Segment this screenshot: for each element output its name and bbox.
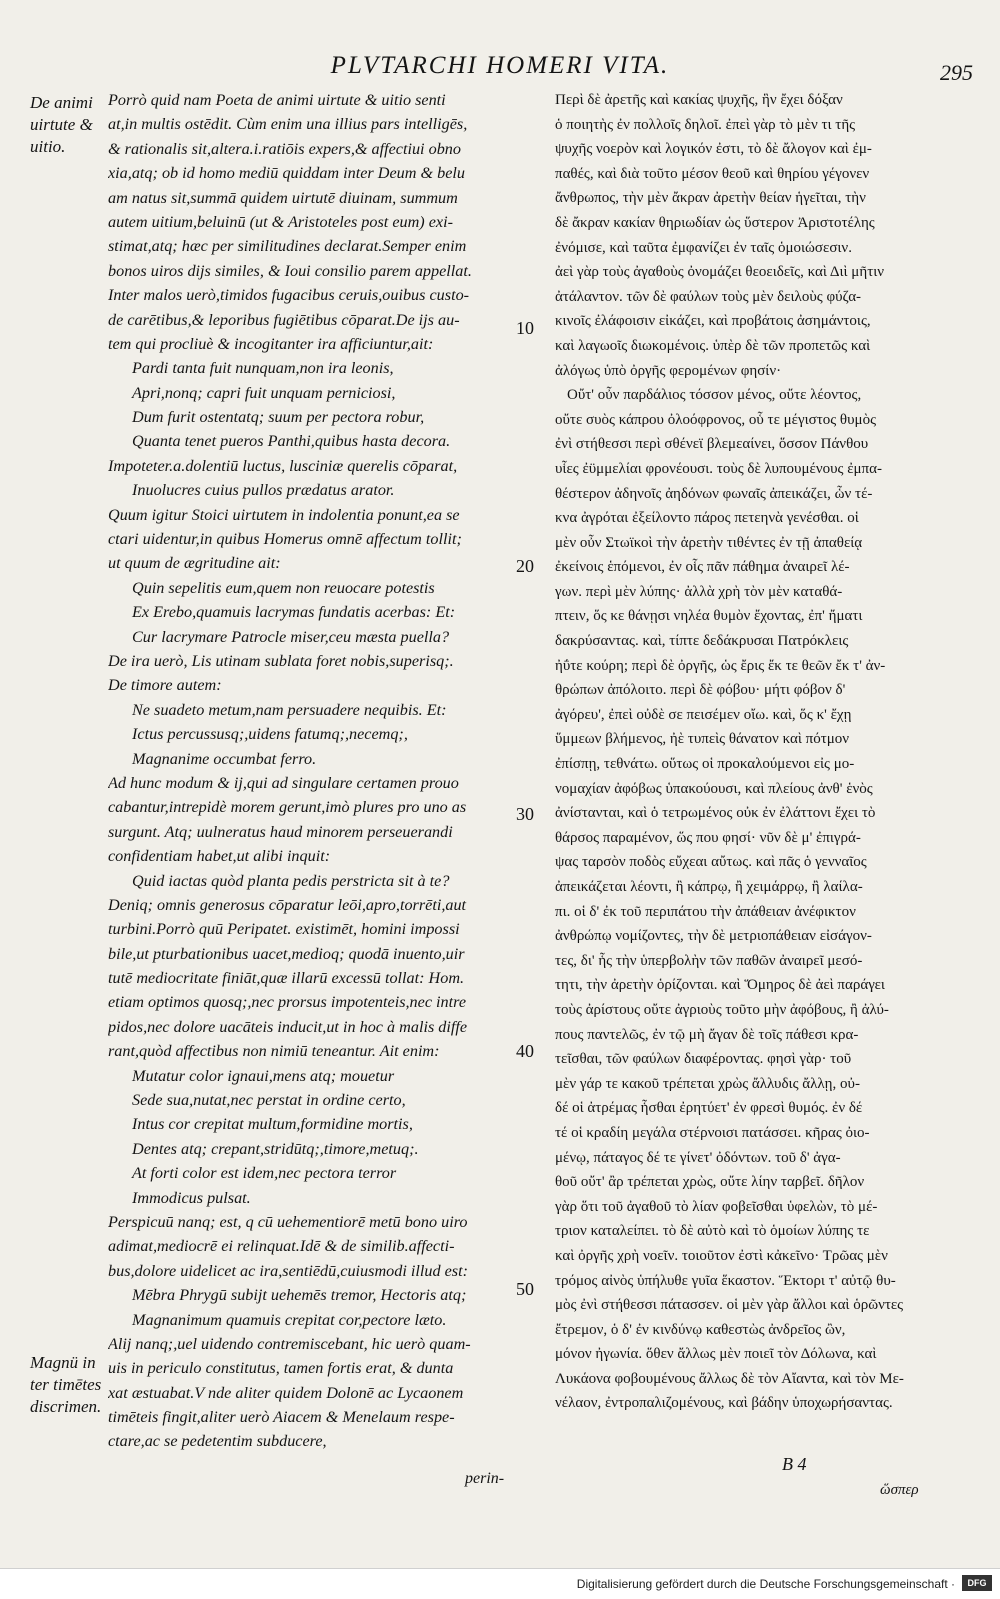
margin-note-line: De animi — [30, 93, 93, 112]
greek-text-line: ὕμμεων βλήμενος, ἠὲ τυπεὶς θάνατον καὶ πότμον — [555, 731, 850, 748]
latin-text-line: bonos uiros dijs similes, & Ioui consilio parem appellat. — [108, 261, 472, 280]
latin-text-line: Intus cor crepitat multum,formidine mortis, — [132, 1115, 413, 1134]
latin-text-line: ut quum de ægritudine ait: — [108, 554, 281, 573]
greek-text-line: κινοῖς ἐλάφοισιν εἰκάζει, καὶ προβάτοις ἀσημάντοις, — [555, 313, 871, 330]
greek-text-line: ἀγόρευ', ἐπεὶ οὐδὲ σε πεισέμεν οἴω. καὶ, ὅς κ' ἔχῃ — [555, 706, 852, 723]
greek-text-line: μένῳ, πάταγος δέ τε γίνετ' ὀδόντων. τοῦ δ' ἀγα- — [555, 1149, 841, 1166]
latin-text-line: pidos,nec dolore uacāteis inducit,ut in hoc à malis diffe — [108, 1017, 468, 1036]
greek-text-line: Οὔτ' οὖν παρδάλιος τόσσον μένος, οὔτε λέοντος, — [567, 387, 862, 404]
footer-bar — [0, 1568, 1000, 1599]
greek-text-line: δακρύσαντας. καὶ, τίπτε δεδάκρυσαι Πατρόκλεις — [555, 633, 849, 650]
latin-text-line: turbini.Porrò quū Peripatet. existimēt, homini impossi — [108, 920, 460, 939]
latin-text-line: uis in periculo constitutus, tamen fortis erat, & dunta — [108, 1359, 454, 1378]
latin-text-line: surgunt. Atq; uulneratus haud minorem perseuerandi — [108, 822, 453, 841]
latin-text-line: Ictus percussusq;,uidens fatumq;,necemq;, — [132, 725, 408, 744]
latin-text-line: Ad hunc modum & ij,qui ad singulare certamen prouo — [108, 773, 459, 792]
line-number: 40 — [516, 1041, 534, 1061]
greek-text-line: ἔτρεμον, ὁ δ' ἐν κινδύνῳ καθεστὼς ἀνδρεῖος ὢν, — [555, 1321, 846, 1338]
greek-text-line: Περὶ δὲ ἀρετῆς καὶ κακίας ψυχῆς, ἣν ἔχει δόξαν — [555, 92, 843, 108]
margin-note-line: uirtute & — [30, 115, 93, 134]
greek-text-line: ἐνόμισε, καὶ ταῦτα ἐμφανίζει ἐν ταῖς ὁμοιώσεσιν. — [555, 239, 852, 256]
greek-text-line: τρόμος αἰνὸς ὑπήλυθε γυῖα ἕκαστον. Ἕκτορι τ' αὐτῷ θυ- — [555, 1272, 896, 1289]
greek-text-line: γὰρ ὅτι τοῦ ἀγαθοῦ τὸ λίαν φοβεῖσθαι ὑφελὼν, τὸ μέ- — [555, 1198, 878, 1215]
greek-text-line: Λυκάονα φοβουμένους ἄλλως δὲ τὸν Αἴαντα, καὶ τὸν Με- — [555, 1370, 904, 1387]
greek-text-line: μὲν οὖν Στωϊκοὶ τὴν ἀρετὴν τιθέντες ἐν τῇ ἀπαθείᾳ — [555, 534, 863, 551]
margin-note-fear — [30, 1352, 105, 1418]
latin-text-line: Inuolucres cuius pullos prædatus arator. — [132, 481, 395, 500]
latin-text-line: tem qui procliuè & incogitanter ira afficiuntur,ait: — [108, 334, 434, 353]
latin-text-line: rant,quòd affectibus non nimiū teneantur. Ait enim: — [108, 1042, 440, 1061]
greek-text-line: δέ οἱ ἀτρέμας ἧσθαι ἐρητύετ' ἐν φρεσὶ θυμός. ἐν δέ — [555, 1100, 863, 1117]
greek-text-line: καὶ λαγωοῖς διωκομένοις. ὑπὲρ δὲ τῶν προπετῶς καὶ — [555, 337, 871, 354]
running-head: PLVTARCHI HOMERI VITA. — [330, 52, 670, 79]
greek-column — [555, 88, 950, 1416]
greek-text-line: ἐπίσπῃ, τεθνάτω. οὕτως οἱ προκαλούμενοι εἰς μο- — [555, 756, 855, 773]
margin-note-line: ter timētes — [30, 1375, 102, 1394]
dfg-logo: DFG — [962, 1575, 992, 1591]
latin-text-line: timēteis fingit,aliter uerò Aiacem & Menelaum respe- — [108, 1408, 455, 1427]
latin-text-line: Ne suadeto metum,nam persuadere nequibis. Et: — [132, 700, 447, 719]
latin-text-line: & rationalis sit,altera.i.ratiōis expers,& affectiui obno — [108, 139, 461, 158]
page-number: 295 — [940, 60, 973, 85]
greek-text-line: ἐκείνοις ἑπόμενοι, ἐν οἷς πᾶν πάθημα ἀναιρεῖ λέ- — [555, 559, 850, 576]
margin-note-line: Magnü in — [30, 1353, 96, 1372]
greek-text-line: νομαχίαν ἀφόβως ὑπακούουσι, καὶ πλείους ἀνθ' ἑνὸς — [555, 780, 873, 797]
latin-text-line: xat æstuabat.V nde aliter quidem Dolonē ac Lycaonem — [108, 1383, 464, 1402]
greek-text-line: παθές, καὶ διὰ τοῦτο μέσον θεοῦ καὶ θηρίου γέγονεν — [555, 165, 870, 182]
latin-text-line: Apri,nonq; capri fuit unquam perniciosi, — [132, 383, 396, 402]
latin-column — [108, 88, 510, 1454]
greek-text-line: θάρσος παραμένον, ὥς που φησί· νῦν δὲ μ' ἐπιγρά- — [555, 829, 861, 846]
greek-text-line: ἄνθρωπος, τὴν μὲν ἄκραν ἀρετὴν θείαν ἡγεῖται, τὴν — [555, 190, 866, 207]
greek-text-line: τες, δι' ἧς τὴν ὑπερβολὴν τῶν παθῶν ἀναιρεῖ μεσό- — [555, 952, 863, 969]
latin-text-line: Cur lacrymare Patrocle miser,ceu mæsta puella? — [132, 627, 450, 646]
latin-text-line: Magnanime occumbat ferro. — [132, 749, 317, 768]
latin-text-line: Quanta tenet pueros Panthi,quibus hasta decora. — [132, 432, 451, 451]
latin-text-line: Magnanimum quamuis crepitat cor,pectore læto. — [132, 1310, 447, 1329]
greek-text-line: πτειν, ὅς κε θάνῃσι νηλέα θυμὸν ἔχοντας, ἐπ' ἤματι — [555, 608, 863, 625]
greek-text-line: κνα ἀγρόται ἐξείλοντο πάρος πετεηνὰ γενέσθαι. οἱ — [555, 510, 859, 527]
greek-text-line: νέλαον, ἐντροπαλιζομένους, καὶ βάδην ὑποχωρήσαντας. — [555, 1395, 893, 1412]
latin-text-line: Impoteter.a.dolentiū luctus, lusciniæ querelis cōparat, — [108, 456, 458, 475]
latin-text-line: Sede sua,nutat,nec perstat in ordine certo, — [132, 1091, 406, 1110]
latin-text-line: Quid iactas quòd planta pedis perstricta sit à te? — [132, 871, 450, 890]
latin-text-line: Dum furit ostentatq; suum per pectora robur, — [132, 408, 425, 427]
greek-text-line: ἀλόγως ὑπὸ ὀργῆς φερομένων φησίν· — [555, 362, 782, 379]
greek-text-line: τεῖσθαι, τῶν φαύλων διαφέροντας. φησὶ γὰρ· τοῦ — [555, 1051, 852, 1068]
latin-text-line: stimat,atq; hæc per similitudines declarat.Semper enim — [108, 237, 467, 256]
greek-text-line: ἀνθρώπῳ νομίζοντες, τὴν δὲ μετριοπάθειαν εἰσάγον- — [555, 928, 872, 945]
catchword-latin: perin- — [465, 1470, 505, 1487]
greek-text-line: πι. οἱ δ' ἐκ τοῦ περιπάτου τὴν ἀπάθειαν ἀνέφικτον — [555, 903, 856, 920]
greek-text-line: ἠΰτε κούρη; περὶ δὲ ὀργῆς, ὡς ἔρις ἔκ τε θεῶν ἔκ τ' ἀν- — [555, 657, 886, 674]
latin-text-line: adimat,mediocrē ei relinquat.Idē & de similib.affecti- — [108, 1237, 455, 1256]
greek-text-line: τητι, τὴν ἀρετὴν ὁρίζονται. καὶ Ὅμηρος δὲ ἀεὶ παράγει — [555, 977, 885, 994]
greek-text-line: γων. περὶ μὲν λύπης· ἀλλὰ χρὴ τὸν μὲν καταθά- — [555, 583, 843, 600]
latin-text-line: Perspicuū nanq; est, q cū uehementiorē metū bono uiro — [108, 1212, 468, 1231]
greek-text-line: ἀπεικάζεται λέοντι, ἢ κάπρῳ, ἢ χειμάρρῳ, ἢ λαίλα- — [555, 879, 863, 895]
greek-text-line: ὁ ποιητὴς ἐν πολλοῖς δηλοῖ. ἐπεὶ γὰρ τὸ μὲν τι τῆς — [555, 116, 856, 133]
latin-text-line: Alij nanq;,uel uidendo contremiscebant, hic uerò quam- — [108, 1334, 471, 1353]
greek-text-line: ἀτάλαντον. τῶν δὲ φαύλων τοὺς μὲν δειλοὺς φύζα- — [555, 288, 862, 305]
greek-text-line: μὸς ἐνὶ στήθεσσι πάτασσεν. οἱ μὲν γὰρ ἄλλοι καὶ ὁρῶντες — [555, 1297, 904, 1314]
latin-text-line: confidentiam habet,ut alibi inquit: — [108, 847, 331, 866]
line-number: 20 — [516, 556, 534, 576]
latin-text-line: Quin sepelitis eum,quem non reuocare potestis — [132, 578, 435, 597]
latin-text-line: De timore autem: — [108, 676, 222, 695]
latin-text-line: At forti color est idem,nec pectora terror — [132, 1164, 397, 1183]
latin-text-line: Porrò quid nam Poeta de animi uirtute & uitio senti — [108, 91, 446, 109]
latin-text-line: Deniq; omnis generosus cōparatur leōi,apro,torrēti,aut — [108, 895, 467, 914]
line-number: 30 — [516, 804, 534, 824]
greek-text-line: τριον καταλείπει. τὸ δὲ αὐτὸ καὶ τὸ ὁμοίων λύπης τε — [555, 1223, 870, 1240]
latin-text-line: cabantur,intrepidè morem gerunt,imò plures pro uno as — [108, 798, 467, 817]
greek-text-line: οὔτε συὸς κάπρου ὀλοόφρονος, οὗ τε μέγιστος θυμὸς — [555, 411, 877, 428]
greek-text-line: τέ οἱ κραδίη μεγάλα στέρνοισι πατάσσει. κῆρας ὀιο- — [555, 1124, 870, 1141]
latin-text-line: am natus sit,summā quidem uirtutē diuinam, summum — [108, 188, 458, 207]
latin-text-line: Pardi tanta fuit nunquam,non ira leonis, — [132, 359, 394, 378]
greek-text-line: πους παντελῶς, ἐν τῷ μὴ ἄγαν δὲ τοῖς πάθεσι κρα- — [555, 1026, 859, 1043]
latin-text-line: Quum igitur Stoici uirtutem in indolentia ponunt,ea se — [108, 505, 460, 524]
margin-note-line: discrimen. — [30, 1397, 102, 1416]
latin-text-line: Inter malos uerò,timidos fugacibus ceruis,ouibus custo- — [108, 286, 470, 305]
latin-text-line: autem uitium,beluinū (ut & Aristoteles post eum) exi- — [108, 212, 453, 231]
latin-text-line: at,in multis ostēdit. Cùm enim una illius pars intelligēs, — [108, 115, 468, 134]
line-number: 10 — [516, 318, 534, 338]
greek-text-line: ἐνὶ στήθεσσι περὶ σθένεϊ βλεμεαίνει, ὅσσον Πάνθου — [555, 436, 869, 453]
greek-text-line: θέστερον ἀδηνοῖς ἀηδόνων φωναῖς ἀπεικάζει, ὧν τέ- — [555, 485, 873, 502]
margin-note-line: uitio. — [30, 137, 66, 156]
greek-text-line: μόνον ἠγωνία. ὅθεν ἄλλως μὲν ποιεῖ τὸν Δόλωνα, καὶ — [555, 1346, 877, 1363]
greek-text-line: δὲ ἄκραν κακίαν θηριωδίαν ὡς ὕστερον Ἀριστοτέλης — [555, 214, 875, 231]
latin-text-line: Mēbra Phrygū subijt uehemēs tremor, Hectoris atq; — [132, 1286, 467, 1305]
latin-text-line: de carētibus,& leporibus fugiētibus cōparat.De ijs au- — [108, 310, 460, 329]
greek-text-line: υἷες ἐϋμμελίαι φρονέουσι. τοὺς δὲ λυπουμένους ἐμπα- — [555, 460, 882, 477]
latin-text-line: ctari uidentur,in quibus Homerus omnē affectum tollit; — [108, 530, 462, 549]
greek-text-line: ψας ταρσὸν ποδὸς εὔχεαι αὔτως. καὶ πᾶς ὁ γενναῖος — [555, 854, 867, 871]
latin-text-line: tutē mediocritate finiāt,quæ illarū excessū tollat: Hom. — [108, 969, 465, 988]
greek-text-line: θοῦ οὔτ' ἂρ τρέπεται χρὼς, οὔτε λίην ταρβεῖ. δῆλον — [555, 1174, 865, 1191]
signature-mark: B 4 — [782, 1454, 807, 1474]
latin-text-line: etiam optimos quosq;,nec prorsus impotenteis,nec intre — [108, 993, 467, 1012]
latin-text-line: De ira uerò, Lis utinam sublata foret nobis,superisq;. — [108, 651, 454, 670]
catchword-greek: ὥσπερ — [880, 1482, 919, 1498]
latin-text-line: Immodicus pulsat. — [132, 1188, 251, 1207]
greek-text-line: τοὺς ἀρίστους οὔτε ἀγριοὺς τοῦτο μὴν ἀφόβους, ἢ ἀλύ- — [555, 1001, 889, 1018]
latin-text-line: ctare,ac se pedetentim subducere, — [108, 1432, 327, 1451]
latin-text-line: bile,ut pturbationibus uacet,medioq; quodā inuento,uir — [108, 944, 465, 963]
latin-text-line: bus,dolore uidelicet ac ira,sentiēdū,cuiusmodi illud est: — [108, 1261, 468, 1280]
latin-text-line: Mutatur color ignaui,mens atq; mouetur — [132, 1066, 395, 1085]
line-number: 50 — [516, 1279, 534, 1299]
funding-credit: Digitalisierung gefördert durch die Deutsche Forschungsgemeinschaft · — [576, 1577, 955, 1591]
greek-text-line: ἀνίστανται, καὶ ὁ τετρωμένος οὐκ ἐν ἐλάττονι ἔχει τὸ — [555, 805, 876, 822]
greek-text-line: ἀεὶ γὰρ τοὺς ἀγαθοὺς ὀνομάζει θεοειδεῖς, καὶ Διὶ μῆτιν — [555, 264, 885, 281]
greek-text-line: ψυχῆς νοερὸν καὶ λογικόν ἐστι, τὸ δὲ ἄλογον καὶ ἐμ- — [555, 141, 872, 158]
greek-text-line: καὶ ὀργῆς χρὴ νοεῖν. τοιοῦτον ἐστὶ κἀκεῖνο· Τρῶας μὲν — [555, 1247, 888, 1264]
latin-text-line: Ex Erebo,quamuis lacrymas fundatis acerbas: Et: — [132, 603, 456, 622]
greek-text-line: μὲν γάρ τε κακοῦ τρέπεται χρὼς ἄλλυδις ἄλλῃ, οὐ- — [555, 1075, 860, 1092]
latin-text-line: xia,atq; ob id homo mediū quiddam inter Deum & belu — [108, 164, 465, 183]
margin-note-virtue — [30, 92, 105, 158]
greek-text-line: θρώπων ἀπόλοιτο. περὶ δὲ φόβου· μήτι φόβον δ' — [555, 682, 846, 699]
latin-text-line: Dentes atq; crepant,stridūtq;,timore,metuq;. — [132, 1139, 419, 1158]
